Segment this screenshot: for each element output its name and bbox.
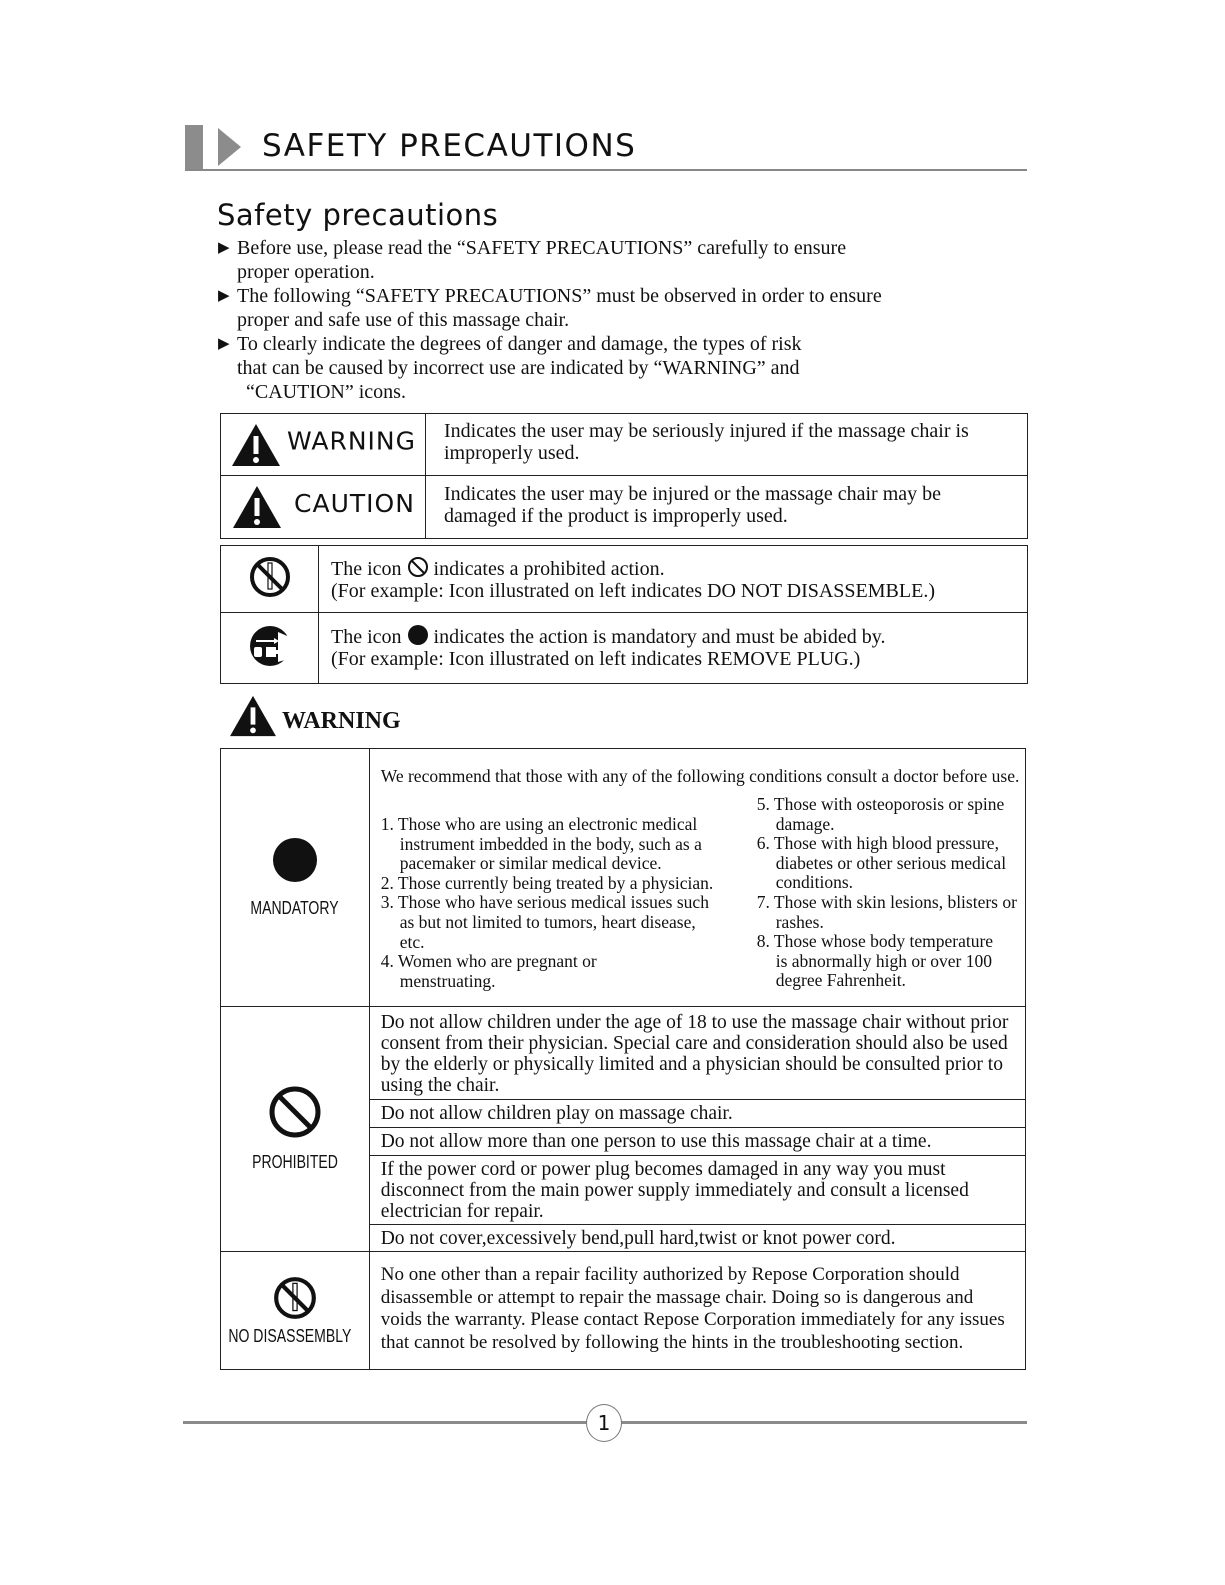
prohibited-item: If the power cord or power plug becomes damaged in any way you must disconnect from the main power supply immediately and consult a licensed electrician for repair. xyxy=(370,1155,1025,1224)
condition-line: 3. Those who have serious medical issues such xyxy=(380,892,709,913)
bullet-1: ▶ Before use, please read the “SAFETY PRECAUTIONS” carefully to ensure proper operation. xyxy=(218,237,847,283)
condition-line: 7. Those with skin lesions, blisters or xyxy=(756,891,1017,912)
prohibited-item: Do not allow children play on massage chair. xyxy=(370,1099,1025,1127)
condition-line: instrument imbedded in the body, such as a xyxy=(399,833,702,854)
risk-level-table xyxy=(220,413,1028,539)
condition-line: etc. xyxy=(399,931,425,952)
condition-line: 2. Those currently being treated by a physician. xyxy=(380,872,714,893)
arrow-icon: ▶ xyxy=(218,240,230,256)
no-disassembly-cell: NO DISASSEMBLY xyxy=(221,1252,370,1370)
page-title: SAFETY PRECAUTIONS xyxy=(262,128,637,164)
condition-line: menstruating. xyxy=(399,970,496,991)
caution-triangle-icon xyxy=(231,484,283,530)
condition-item xyxy=(757,893,1057,932)
bullet-2: ▶ The following “SAFETY PRECAUTIONS” must be observed in order to ensure proper and safe use of this massage chair. xyxy=(218,285,882,331)
icon-legend-table: The icon indicates a prohibited action. (For example: Icon illustrated on left indicates DO NOT DISASSEMBLE.) The icon indicates the action is mandatory and must be abided by. (For example: Icon illustrated on left indicates REMOVE PLUG.) xyxy=(220,545,1028,684)
warning-level-cell: WARNING xyxy=(221,414,426,476)
prohibited-item: Do not allow more than one person to use this massage chair at a time. xyxy=(370,1127,1025,1155)
warning-heading-icon xyxy=(228,694,278,738)
condition-item xyxy=(381,815,761,874)
no-disassembly-text: No one other than a repair facility authorized by Repose Corporation should disassemble or attempt to repair the massage chair. Doing so is dangerous and voids the warranty. Please contact Repose Corporation immediately for any issues that cannot be resolved by following the hints in the troubleshooting section. xyxy=(369,1252,1025,1370)
warning-triangle-icon xyxy=(230,422,282,468)
condition-line: 4. Women who are pregnant or xyxy=(380,951,597,972)
condition-item xyxy=(381,893,761,952)
condition-item xyxy=(757,795,1057,834)
condition-line: 8. Those whose body temperature xyxy=(756,931,994,952)
header-bar xyxy=(185,125,203,171)
condition-line: as but not limited to tumors, heart disease, xyxy=(399,911,696,932)
condition-item xyxy=(381,874,761,894)
mandatory-circle-icon xyxy=(272,837,318,883)
no-disassembly-icon xyxy=(272,1275,318,1321)
prohibited-item: Do not allow children under the age of 18 to use the massage chair without prior consent from their physician. Special care and consideration should also be used by the elderly or physically limited and a physician should be consulted prior to using the chair. xyxy=(370,1007,1025,1099)
condition-item xyxy=(381,952,761,991)
condition-line: diabetes or other serious medical xyxy=(775,852,1007,873)
warning-heading: WARNING xyxy=(282,708,401,734)
page-number: 1 xyxy=(586,1404,622,1442)
condition-line: 1. Those who are using an electronic medical xyxy=(380,814,698,834)
remove-plug-cell xyxy=(221,613,319,684)
prohibited-large-icon xyxy=(268,1085,322,1139)
conditions-left-column xyxy=(381,815,761,991)
caution-description: Indicates the user may be injured or the massage chair may be damaged if the product is improperly used. xyxy=(426,476,1028,539)
warning-description: Indicates the user may be seriously injured if the massage chair is improperly used. xyxy=(426,414,1028,476)
mandatory-cell: MANDATORY xyxy=(221,749,370,1007)
condition-item xyxy=(757,932,1057,991)
arrow-icon: ▶ xyxy=(218,336,230,352)
mandatory-conditions: We recommend that those with any of the following conditions consult a doctor before use. 1. Those who are using an electronic medical instrument imbedded in the body, such as a pacemaker or similar medical device. 2. Those currently being treated by a physician. 3. Those who have serious medical issues such as but not limited to tumors, heart disease, etc. 4. Women who are pregnant or menstruating. 5. Those with osteoporosis or spine damage. 6. Those with high blood pressure, diabetes or other serious medical conditions. 7. Those with skin lesions, blisters or rashes. 8. Those whose body temperature is abnormally high or over 100 degree Fahrenheit. xyxy=(369,749,1025,1007)
condition-line: damage. xyxy=(775,813,835,834)
caution-level-cell: CAUTION xyxy=(221,476,426,539)
condition-line: 6. Those with high blood pressure, xyxy=(756,833,999,854)
prohibited-item: Do not cover,excessively bend,pull hard,twist or knot power cord. xyxy=(370,1224,1025,1251)
condition-line: 5. Those with osteoporosis or spine xyxy=(756,794,1005,814)
bullet-3: ▶ To clearly indicate the degrees of danger and damage, the types of risk that can be caused by incorrect use are indicated by “WARNING” and “CAUTION” icons. xyxy=(218,333,802,403)
condition-line: is abnormally high or over 100 xyxy=(775,950,992,971)
conditions-right-column xyxy=(757,795,1057,991)
condition-line: degree Fahrenheit. xyxy=(775,970,906,991)
warning-table xyxy=(220,748,1026,1370)
header-triangle-icon xyxy=(218,128,241,166)
prohibited-list xyxy=(370,1007,1025,1251)
no-disassemble-cell xyxy=(221,546,319,613)
condition-line: pacemaker or similar medical device. xyxy=(399,853,662,874)
no-disassemble-icon xyxy=(248,555,292,599)
condition-item xyxy=(757,834,1057,893)
arrow-icon: ▶ xyxy=(218,288,230,304)
mandatory-icon xyxy=(407,624,429,646)
condition-line: conditions. xyxy=(775,872,854,893)
prohibited-cell: PROHIBITED xyxy=(221,1007,370,1252)
header-divider xyxy=(185,169,1027,171)
condition-line: rashes. xyxy=(775,911,824,932)
remove-plug-icon xyxy=(248,624,292,668)
section-subtitle: Safety precautions xyxy=(217,198,499,232)
prohibited-icon xyxy=(407,556,429,578)
